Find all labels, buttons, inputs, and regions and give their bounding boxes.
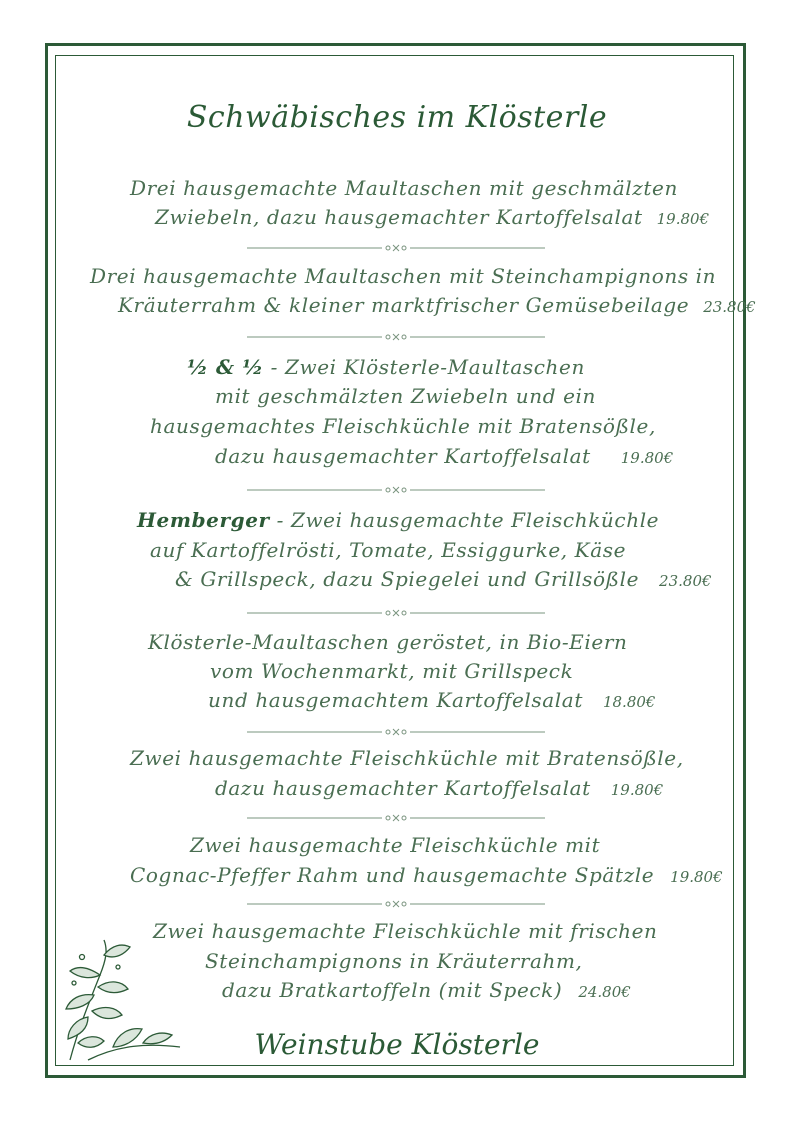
item-3-price: 19.80€	[620, 449, 674, 467]
item-5-line-2: vom Wochenmarkt, mit Grillspeck	[210, 659, 574, 683]
item-4-price: 23.80€	[659, 572, 712, 590]
item-8-line-3: dazu Bratkartoffeln (mit Speck) 24.80€	[222, 978, 631, 1002]
item-6-line-2: dazu hausgemachter Kartoffelsalat 19.80€	[215, 776, 664, 800]
item-4-title: Hemberger	[137, 508, 270, 532]
item-4-line-2: auf Kartoffelrösti, Tomate, Essiggurke, Käse	[150, 538, 627, 562]
item-6-line-1: Zwei hausgemachte Fleischküchle mit Bratensößle,	[130, 746, 684, 770]
item-3-line-1: ½ & ½ - Zwei Klösterle-Maultaschen	[187, 355, 585, 379]
divider-1	[247, 243, 545, 253]
item-7-line-2: Cognac-Pfeffer Rahm und hausgemachte Spätzle 19.80€	[130, 863, 723, 887]
divider-4	[247, 608, 545, 618]
item-1-price: 19.80€	[656, 210, 710, 228]
item-7-line-1: Zwei hausgemachte Fleischküchle mit	[190, 833, 601, 857]
item-4-line-1: Hemberger - Zwei hausgemachte Fleischküchle	[137, 508, 660, 532]
item-1-line-1: Drei hausgemachte Maultaschen mit geschmälzten	[130, 176, 678, 200]
divider-6	[247, 813, 545, 823]
item-3-line-2: mit geschmälzten Zwiebeln und ein	[215, 384, 597, 408]
divider-3	[247, 485, 545, 495]
footer-signature: Weinstube Klösterle	[254, 1028, 540, 1061]
divider-2	[247, 332, 545, 342]
item-3-line-3: hausgemachtes Fleischküchle mit Bratensößle,	[150, 414, 656, 438]
item-8-price: 24.80€	[578, 983, 631, 1001]
item-2-price: 23.80€	[703, 298, 756, 316]
item-5-line-1: Klösterle-Maultaschen geröstet, in Bio-Eiern	[148, 630, 628, 654]
item-8-line-2: Steinchampignons in Kräuterrahm,	[205, 949, 583, 973]
item-4-line-3: & Grillspeck, dazu Spiegelei und Grillsößle 23.80€	[175, 567, 712, 591]
item-8-line-1: Zwei hausgemachte Fleischküchle mit frischen	[153, 919, 658, 943]
menu-title: Schwäbisches im Klösterle	[186, 100, 608, 135]
divider-7	[247, 899, 545, 909]
divider-5	[247, 727, 545, 737]
item-2-line-1: Drei hausgemachte Maultaschen mit Steinchampignons in	[90, 264, 717, 288]
item-2-line-2: Kräuterrahm & kleiner marktfrischer Gemüsebeilage 23.80€	[118, 293, 756, 317]
item-3-title: ½ & ½	[187, 355, 264, 379]
item-7-price: 19.80€	[670, 868, 723, 886]
item-5-line-3: und hausgemachtem Kartoffelsalat 18.80€	[208, 688, 656, 712]
item-3-line-4: dazu hausgemachter Kartoffelsalat 19.80€	[215, 444, 674, 468]
item-6-price: 19.80€	[610, 781, 664, 799]
item-1-line-2: Zwiebeln, dazu hausgemachter Kartoffelsalat 19.80€	[155, 205, 710, 229]
item-5-price: 18.80€	[602, 693, 656, 711]
